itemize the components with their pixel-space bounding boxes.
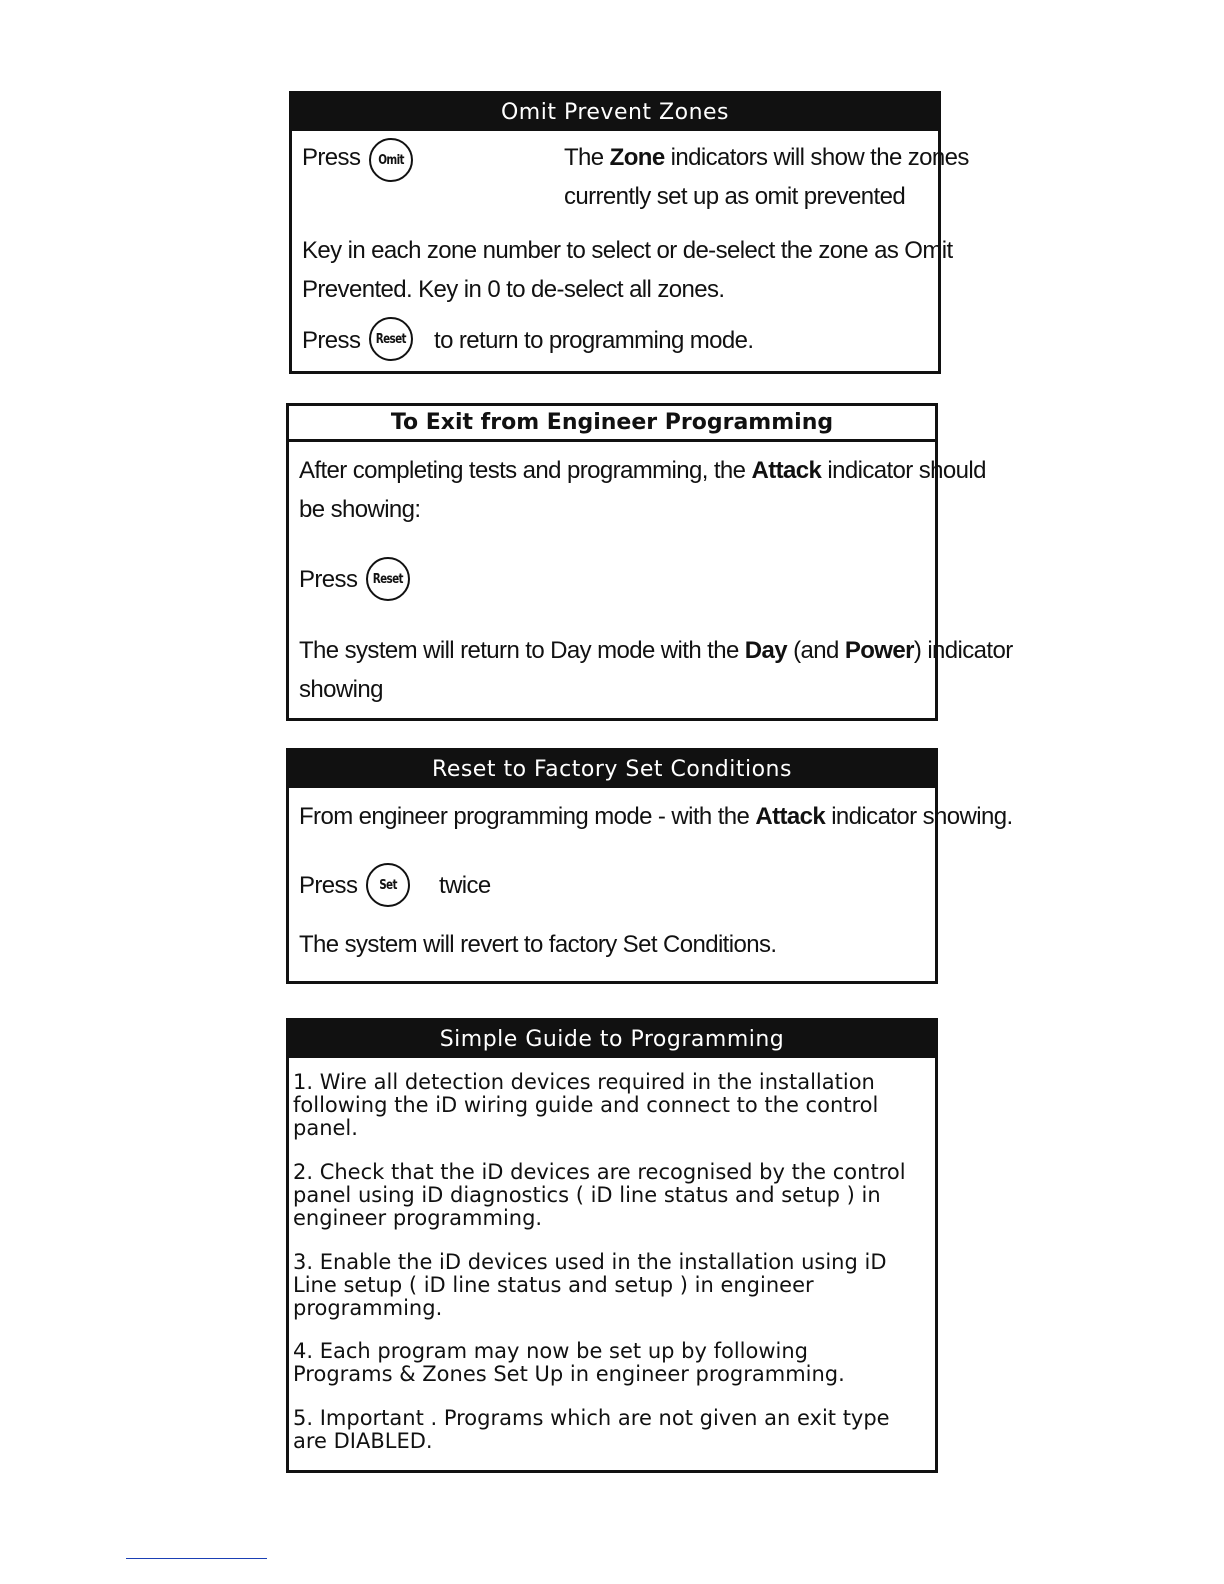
guide-step-4: 4. Each program may now be set up by following Programs & Zones Set Up in engineer programming. [293,1339,845,1386]
keyin-instruction-line2: Prevented. Key in 0 to de-select all zones. [302,276,725,303]
attack-bold-word: Attack [751,457,822,484]
factory-reset-panel [286,748,1013,984]
day-bold-word: Day [744,637,788,664]
footer-rule [126,1558,267,1559]
factory-panel-title: Reset to Factory Set Conditions [289,751,935,788]
guide-step-3: 3. Enable the iD devices used in the installation using iD Line setup ( iD line status and setup ) in engineer programming. [293,1250,887,1320]
guide-step-1: 1. Wire all detection devices required in the installation following the iD wiring guide and connect to the control panel. [293,1070,879,1140]
omit-press-label: Press [302,144,361,171]
zone-bold-word: Zone [609,144,665,171]
factory-attack-bold-word: Attack [755,803,826,830]
exit-reset-key-button[interactable]: Reset [366,557,410,601]
programming-guide-panel [286,1018,938,1473]
power-bold-word: Power [844,637,914,664]
zone-indicator-text-line2: currently set up as omit prevented [564,183,906,210]
guide-step-5: 5. Important . Programs which are not given an exit type are DIABLED. [293,1406,890,1453]
omit-prevent-zones-panel [289,91,969,374]
keyin-instruction-line1: Key in each zone number to select or de-select the zone as Omit [302,237,953,264]
exit-panel-title: To Exit from Engineer Programming [289,406,935,442]
factory-line1: From engineer programming mode - with the Attack indicator showing. [299,803,1013,830]
reset-key-button[interactable]: Reset [369,317,413,361]
omit-key-button[interactable]: Omit [369,138,413,182]
exit-system-line1: The system will return to Day mode with the Day (and Power) indicator [299,637,1013,664]
guide-panel-title: Simple Guide to Programming [289,1021,935,1058]
reset-press-label: Press [302,327,361,354]
guide-step-2: 2. Check that the iD devices are recognised by the control panel using iD diagnostics ( iD line status and setup ) in engineer programming. [293,1160,906,1230]
factory-twice-label: twice [439,872,491,899]
factory-revert-text: The system will revert to factory Set Conditions. [299,931,777,958]
return-instruction: to return to programming mode. [434,327,754,354]
set-key-button[interactable]: Set [366,863,410,907]
factory-press-label: Press [299,872,358,899]
exit-line1: After completing tests and programming, the Attack indicator should [299,457,986,484]
exit-system-line2: showing [299,676,383,703]
zone-indicator-text: The Zone indicators will show the zones [564,144,969,171]
omit-panel-title: Omit Prevent Zones [292,94,938,131]
exit-engineer-panel [286,403,1013,721]
exit-line2: be showing: [299,496,421,523]
exit-press-label: Press [299,566,358,593]
